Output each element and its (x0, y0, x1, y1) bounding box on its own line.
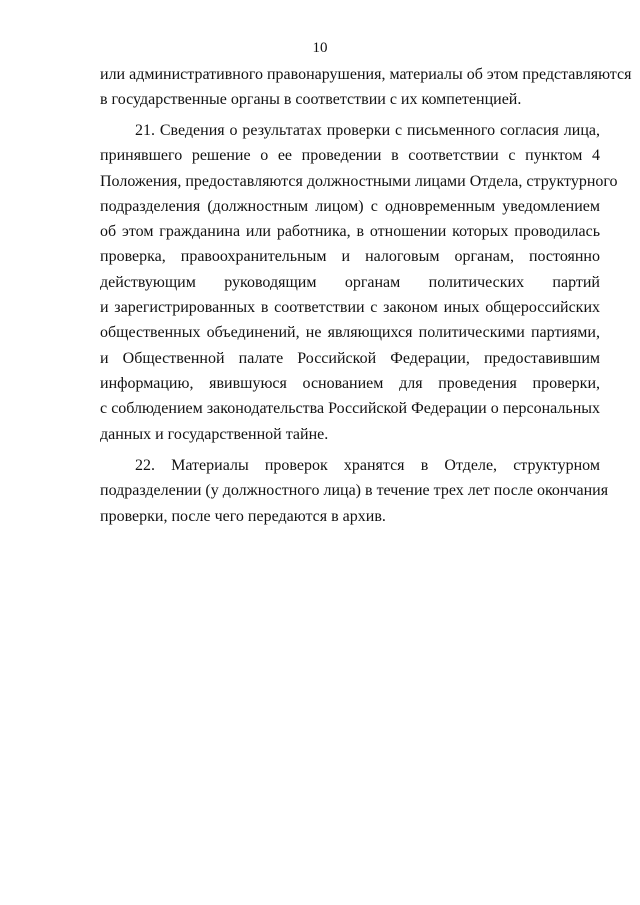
text-line: 22. Материалы проверок хранятся в Отделе, структурном (135, 457, 600, 474)
paragraph-21 (100, 118, 618, 447)
text-line: проверки, после чего передаются в архив. (100, 507, 386, 525)
paragraph-continuation (100, 62, 632, 113)
text-line: или административного правонарушения, материалы об этом представляются (100, 66, 632, 83)
text-line: с соблюдением законодательства Российской Федерации о персональных (100, 400, 600, 418)
text-line: данных и государственной тайне. (100, 425, 329, 443)
text-line: подразделении (у должностного лица) в течение трех лет после окончания (100, 482, 609, 500)
page-number: 10 (312, 40, 328, 56)
text-line: Положения, предоставляются должностными лицами Отдела, структурного (100, 172, 618, 190)
text-line: и зарегистрированных в соответствии с законом иных общероссийских (100, 299, 600, 317)
text-line: 21. Сведения о результатах проверки с письменного согласия лица, (135, 122, 600, 139)
text-line: в государственные органы в соответствии с их компетенцией. (100, 91, 522, 109)
text-line: общественных объединений, не являющихся политическими партиями, (100, 324, 600, 342)
text-line: действующим руководящим органам политических партий (100, 273, 600, 291)
text-line: и Общественной палате Российской Федерации, предоставившим (100, 349, 600, 367)
paragraph-22 (100, 453, 609, 529)
text-line: проверка, правоохранительным и налоговым органам, постоянно (100, 248, 600, 266)
text-line: об этом гражданина или работника, в отношении которых проводилась (100, 223, 600, 241)
text-line: подразделения (должностным лицом) с одновременным уведомлением (100, 197, 600, 215)
text-line: информацию, явившуюся основанием для проведения проверки, (100, 374, 600, 392)
text-line: принявшего решение о ее проведении в соответствии с пунктом 4 (100, 147, 600, 165)
